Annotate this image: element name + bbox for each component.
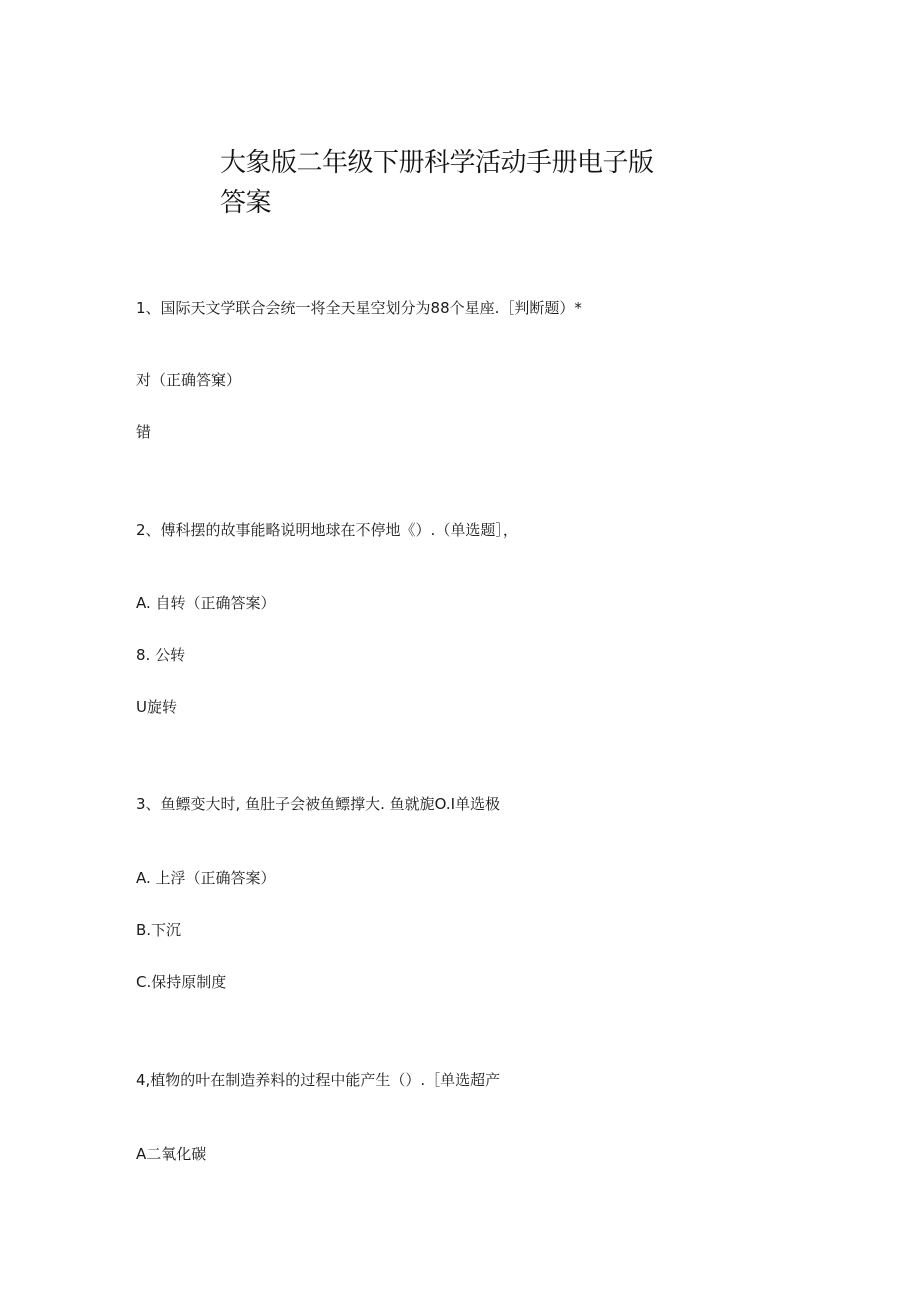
question-3-option-2: B.下沉 — [136, 921, 182, 939]
question-3-stem: 3、鱼鳔变大时, 鱼肚子会被鱼鳔撑大. 鱼就旎O.I单选极 — [136, 795, 501, 813]
question-2-option-2: 8. 公转 — [136, 646, 186, 664]
question-1-option-1: 对（正确答窠） — [136, 371, 242, 389]
question-3-option-3: C.保持原制度 — [136, 973, 227, 991]
question-1-stem: 1、国际天文学联合会统一将全天星空划分为88个星座.［判断题）* — [136, 299, 582, 317]
question-4-stem: 4,植物的叶在制造养料的过程中能产生（）.［单选超产 — [136, 1071, 501, 1089]
question-3-option-1: A. 上浮（正确答案） — [136, 869, 276, 887]
question-1-option-2: 错 — [136, 423, 152, 441]
question-2-option-3: U旋转 — [136, 698, 177, 716]
question-2-option-1: A. 自转（正确答案） — [136, 594, 276, 612]
document-title: 大象版二年级下册科学活动手册电子版答案 — [220, 148, 654, 218]
question-4-option-1: A二氧化碳 — [136, 1145, 207, 1163]
question-2-stem: 2、傅科摆的故事能略说明地球在不停地《）.（单选题］， — [136, 521, 518, 539]
